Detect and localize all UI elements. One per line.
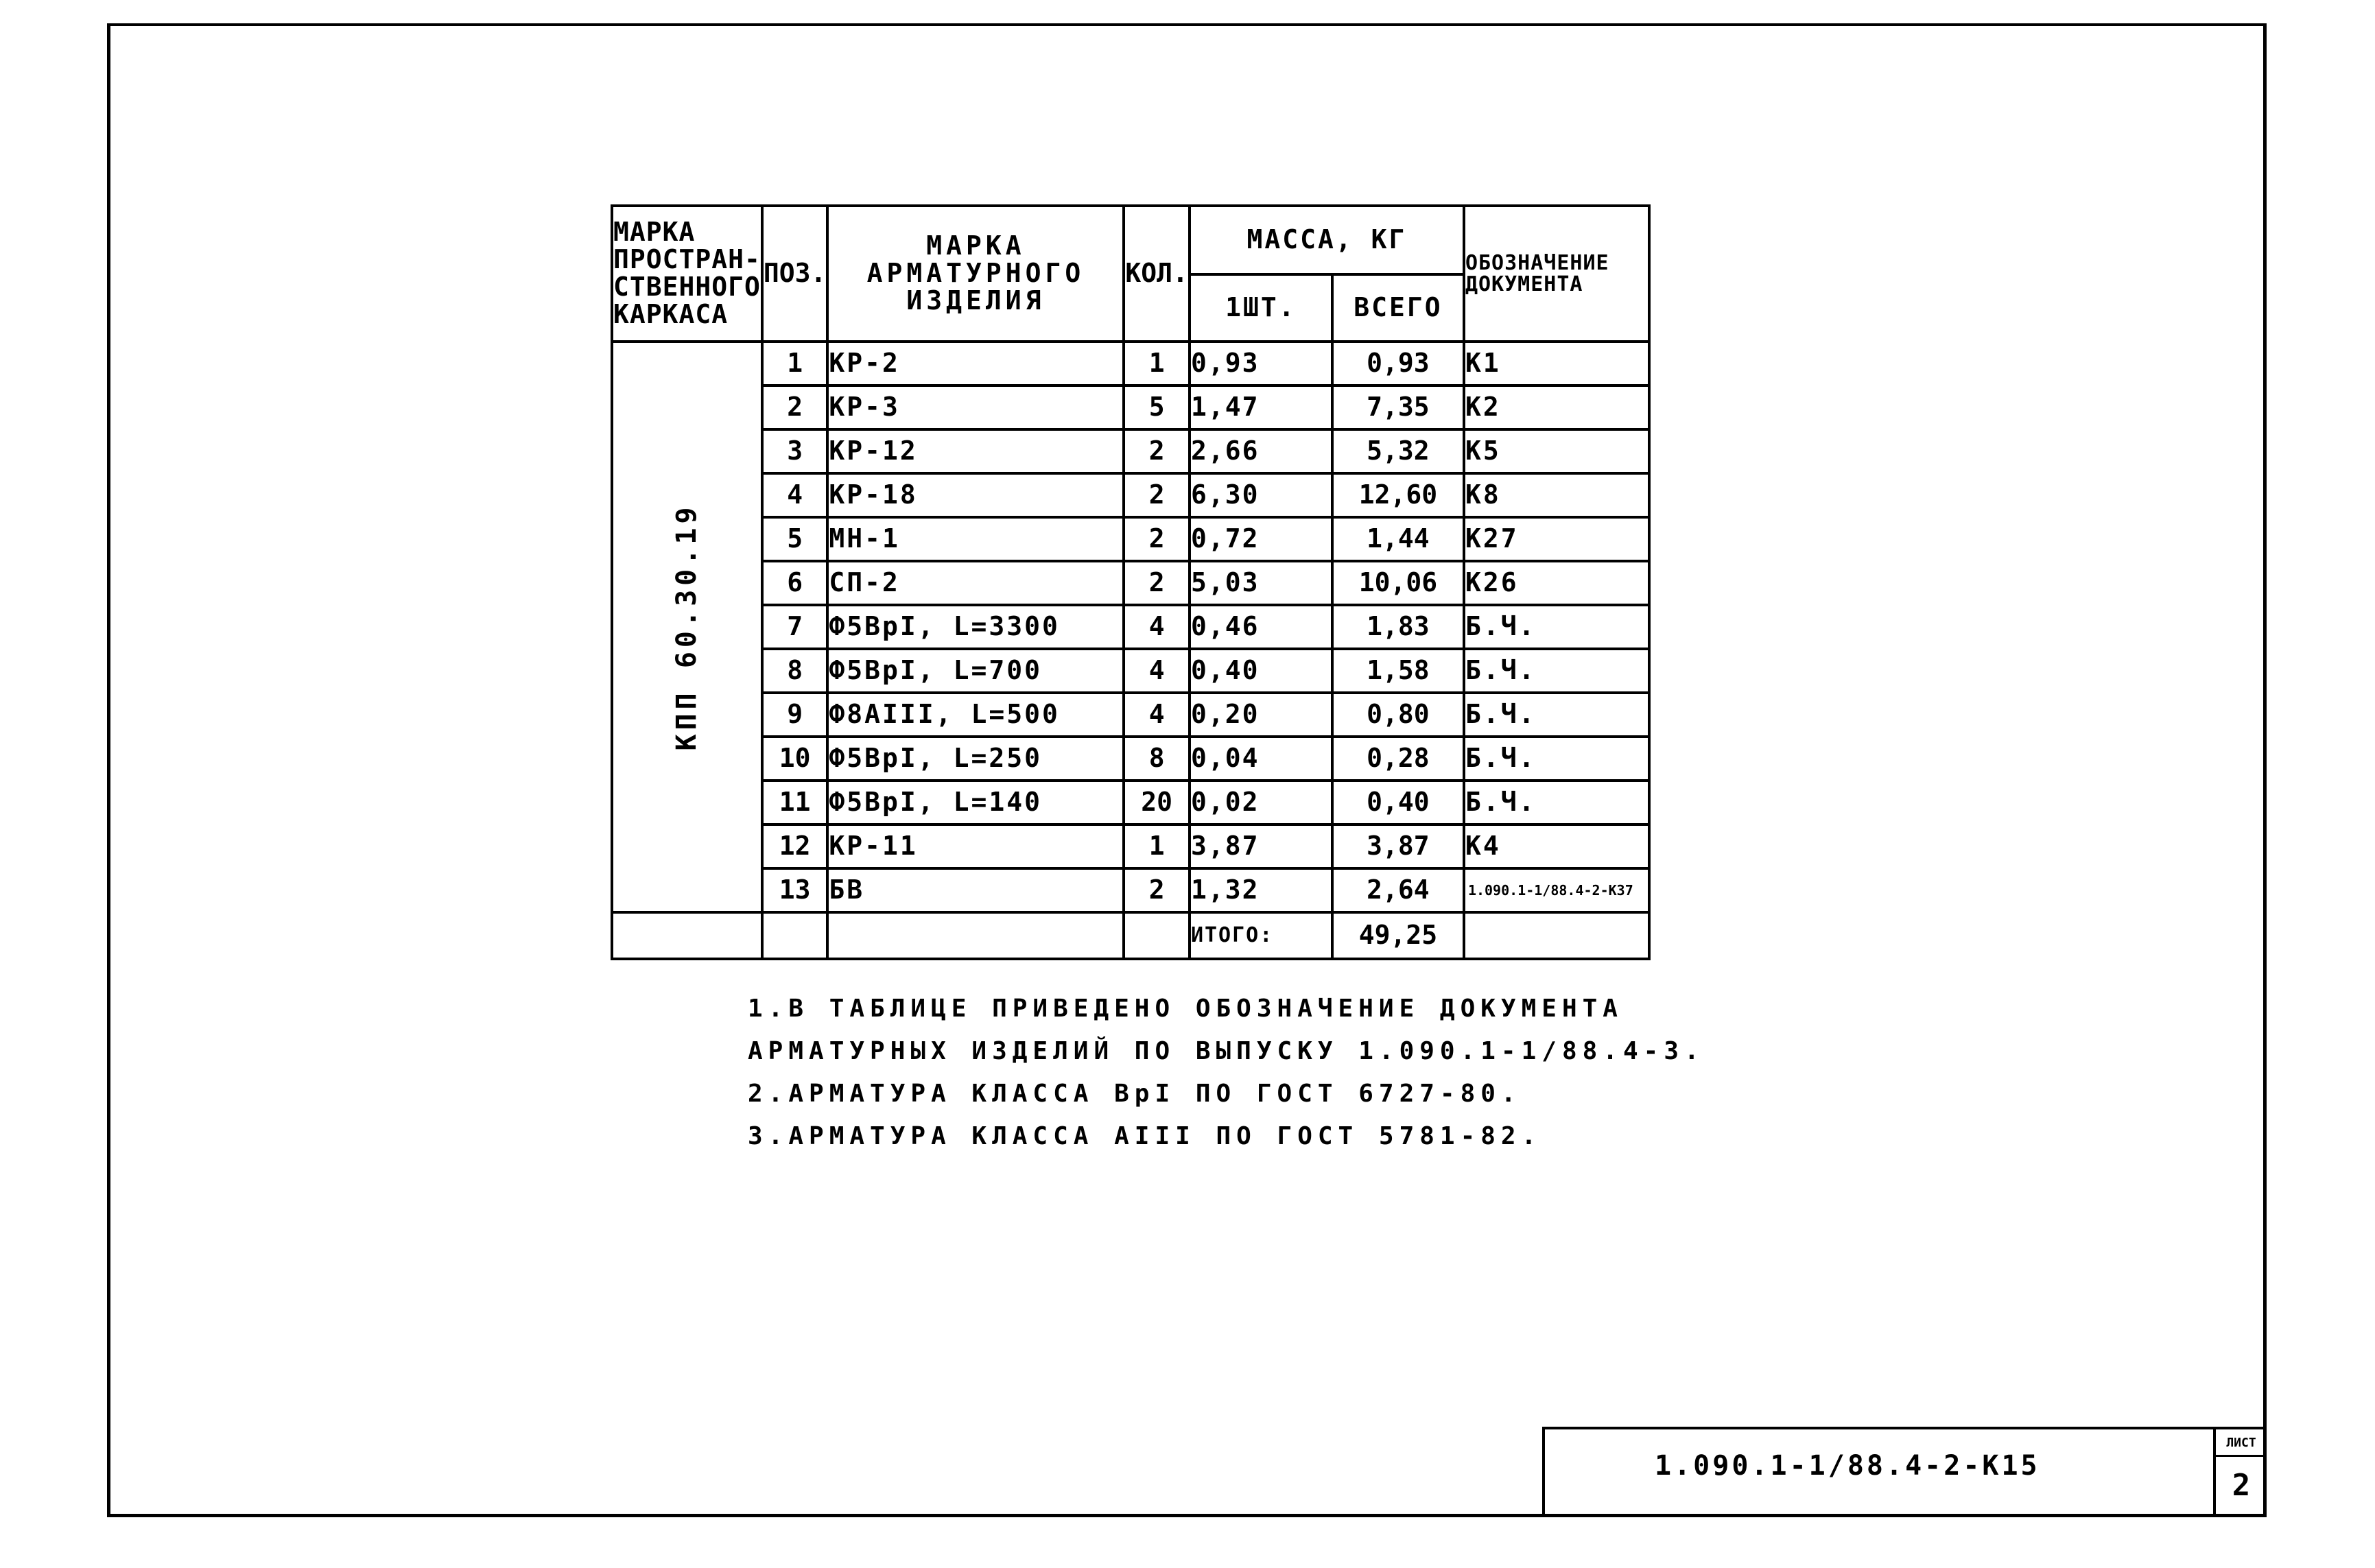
- row-total-mass: 12,60: [1332, 473, 1464, 517]
- row-unit-mass: 0,04: [1190, 737, 1332, 781]
- row-qty: 4: [1124, 693, 1190, 737]
- row-total-mass: 7,35: [1332, 385, 1464, 429]
- row-qty: 1: [1124, 342, 1190, 385]
- row-pos: 7: [762, 605, 828, 649]
- row-mark: Ф5ВрI, L=3300: [827, 605, 1124, 649]
- document-code: 1.090.1-1/88.4-2-К15: [1655, 1450, 2040, 1482]
- row-pos: 3: [762, 429, 828, 473]
- row-doc: 1.090.1-1/88.4-2-К37: [1464, 868, 1649, 912]
- row-unit-mass: 6,30: [1190, 473, 1332, 517]
- row-unit-mass: 0,72: [1190, 517, 1332, 561]
- row-mark: МН-1: [827, 517, 1124, 561]
- header-doc: ОБОЗНАЧЕНИЕ ДОКУМЕНТА: [1464, 206, 1649, 342]
- row-mark: БВ: [827, 868, 1124, 912]
- row-unit-mass: 0,40: [1190, 649, 1332, 693]
- row-doc: К8: [1464, 473, 1649, 517]
- row-total-mass: 1,58: [1332, 649, 1464, 693]
- row-total-mass: 3,87: [1332, 824, 1464, 868]
- row-doc: К4: [1464, 824, 1649, 868]
- row-total-mass: 1,44: [1332, 517, 1464, 561]
- row-total-mass: 0,28: [1332, 737, 1464, 781]
- row-total-mass: 2,64: [1332, 868, 1464, 912]
- note-line: АРМАТУРНЫХ ИЗДЕЛИЙ ПО ВЫПУСКУ 1.090.1-1/88.4-3.: [748, 1037, 1705, 1065]
- total-row-empty-cell: [1464, 912, 1649, 959]
- row-total-mass: 0,40: [1332, 781, 1464, 824]
- row-mark: КР-11: [827, 824, 1124, 868]
- row-doc: К26: [1464, 561, 1649, 605]
- note-line: 2.АРМАТУРА КЛАССА ВрI ПО ГОСТ 6727-80.: [748, 1080, 1522, 1108]
- header-item-mark: МАРКА АРМАТУРНОГО ИЗДЕЛИЯ: [827, 206, 1124, 342]
- row-unit-mass: 5,03: [1190, 561, 1332, 605]
- header-frame-mark: МАРКА ПРОСТРАН-СТВЕННОГО КАРКАСА: [612, 206, 762, 342]
- row-qty: 4: [1124, 605, 1190, 649]
- row-mark: КР-18: [827, 473, 1124, 517]
- specification-table: [611, 204, 1651, 960]
- header-mass-total: ВСЕГО: [1332, 274, 1464, 342]
- row-pos: 4: [762, 473, 828, 517]
- row-doc: Б.Ч.: [1464, 781, 1649, 824]
- total-label: ИТОГО:: [1190, 912, 1332, 959]
- total-row-empty-cell: [827, 912, 1124, 959]
- row-pos: 11: [762, 781, 828, 824]
- row-qty: 2: [1124, 561, 1190, 605]
- header-mass: МАССА, КГ: [1190, 206, 1464, 274]
- notes: [748, 988, 1705, 1158]
- row-pos: 13: [762, 868, 828, 912]
- note-line: 3.АРМАТУРА КЛАССА АIII ПО ГОСТ 5781-82.: [748, 1122, 1542, 1150]
- total-row-empty-cell: [762, 912, 828, 959]
- row-total-mass: 0,80: [1332, 693, 1464, 737]
- row-total-mass: 5,32: [1332, 429, 1464, 473]
- row-mark: Ф8АIII, L=500: [827, 693, 1124, 737]
- row-doc: К1: [1464, 342, 1649, 385]
- title-block: [1542, 1427, 2267, 1517]
- row-qty: 2: [1124, 517, 1190, 561]
- row-doc: Б.Ч.: [1464, 737, 1649, 781]
- row-doc: Б.Ч.: [1464, 693, 1649, 737]
- note-line: 1.В ТАБЛИЦЕ ПРИВЕДЕНО ОБОЗНАЧЕНИЕ ДОКУМЕНТА: [748, 995, 1623, 1023]
- frame-mark-cell: [612, 342, 762, 912]
- row-qty: 4: [1124, 649, 1190, 693]
- row-qty: 5: [1124, 385, 1190, 429]
- row-pos: 9: [762, 693, 828, 737]
- frame-mark-value: КПП 60.30.19: [671, 503, 703, 751]
- row-pos: 10: [762, 737, 828, 781]
- row-unit-mass: 2,66: [1190, 429, 1332, 473]
- row-qty: 2: [1124, 868, 1190, 912]
- row-mark: СП-2: [827, 561, 1124, 605]
- row-doc: К27: [1464, 517, 1649, 561]
- sheet-number: 2: [2232, 1468, 2251, 1503]
- row-mark: Ф5ВрI, L=700: [827, 649, 1124, 693]
- sheet-box: [2213, 1429, 2267, 1517]
- row-qty: 1: [1124, 824, 1190, 868]
- row-mark: КР-12: [827, 429, 1124, 473]
- row-unit-mass: 0,46: [1190, 605, 1332, 649]
- row-unit-mass: 3,87: [1190, 824, 1332, 868]
- row-qty: 8: [1124, 737, 1190, 781]
- total-value: 49,25: [1332, 912, 1464, 959]
- row-mark: Ф5ВрI, L=250: [827, 737, 1124, 781]
- row-pos: 1: [762, 342, 828, 385]
- row-pos: 6: [762, 561, 828, 605]
- row-pos: 12: [762, 824, 828, 868]
- row-qty: 2: [1124, 429, 1190, 473]
- row-mark: КР-3: [827, 385, 1124, 429]
- row-doc: К5: [1464, 429, 1649, 473]
- row-pos: 2: [762, 385, 828, 429]
- row-mark: Ф5ВрI, L=140: [827, 781, 1124, 824]
- row-pos: 5: [762, 517, 828, 561]
- row-total-mass: 10,06: [1332, 561, 1464, 605]
- header-pos: ПОЗ.: [762, 206, 828, 342]
- row-doc: Б.Ч.: [1464, 649, 1649, 693]
- row-mark: КР-2: [827, 342, 1124, 385]
- total-row-empty-cell: [1124, 912, 1190, 959]
- row-doc: Б.Ч.: [1464, 605, 1649, 649]
- row-pos: 8: [762, 649, 828, 693]
- total-row-empty-cell: [612, 912, 762, 959]
- row-qty: 20: [1124, 781, 1190, 824]
- row-unit-mass: 0,93: [1190, 342, 1332, 385]
- sheet-label: ЛИСТ: [2216, 1429, 2267, 1457]
- row-doc: К2: [1464, 385, 1649, 429]
- row-total-mass: 1,83: [1332, 605, 1464, 649]
- row-unit-mass: 0,20: [1190, 693, 1332, 737]
- header-mass-unit: 1ШТ.: [1190, 274, 1332, 342]
- row-total-mass: 0,93: [1332, 342, 1464, 385]
- row-unit-mass: 1,32: [1190, 868, 1332, 912]
- row-unit-mass: 0,02: [1190, 781, 1332, 824]
- header-qty: КОЛ.: [1124, 206, 1190, 342]
- row-unit-mass: 1,47: [1190, 385, 1332, 429]
- row-qty: 2: [1124, 473, 1190, 517]
